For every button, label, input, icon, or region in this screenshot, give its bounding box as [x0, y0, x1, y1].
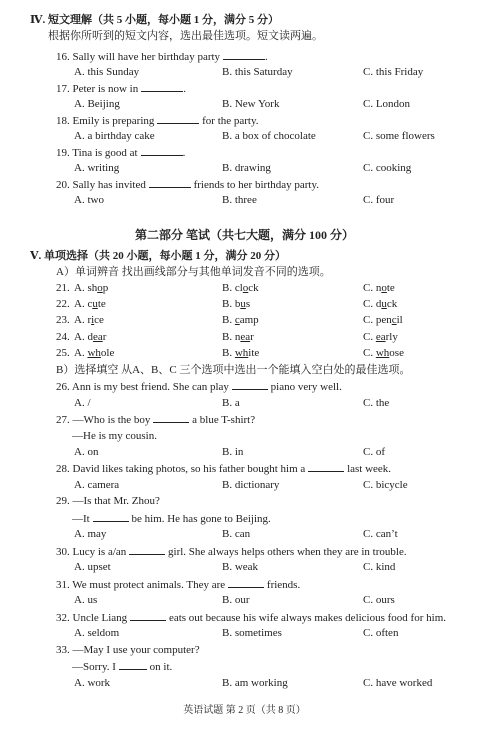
answer-option: [363, 281, 395, 295]
answer-option: B. dictionary: [222, 479, 280, 491]
question-stem-tail: be him. He has gone to Beijing.: [128, 513, 271, 525]
question-number: 22.: [56, 298, 70, 310]
answer-option: B. a: [222, 397, 240, 409]
question-item: [56, 412, 255, 427]
word-part: ite: [248, 347, 260, 359]
question-stem-tail: a blue T-shirt?: [189, 414, 256, 426]
answer-option: [222, 346, 259, 360]
word-part: C.: [363, 331, 376, 343]
underlined-letters: o: [97, 282, 103, 294]
answer-blank[interactable]: [228, 577, 264, 588]
underlined-letters: o: [242, 282, 249, 294]
word-part: B. b: [222, 298, 241, 310]
word-part: p: [102, 282, 109, 294]
answer-option: [74, 281, 108, 295]
question-stem-tail: friends to her birthday party.: [190, 179, 320, 191]
question-stem: 17. Peter is now in: [56, 83, 139, 95]
underlined-letters: u: [381, 298, 387, 310]
answer-option: [363, 313, 403, 327]
word-part: A. d: [74, 331, 93, 343]
question-item: [56, 544, 407, 559]
answer-option: C. this Friday: [363, 66, 424, 78]
answer-option: B. drawing: [222, 162, 271, 174]
word-part: ck: [248, 282, 259, 294]
answer-option: A. upset: [74, 561, 111, 573]
answer-option: B. in: [222, 446, 244, 458]
question-stem: 20. Sally has invited: [56, 179, 146, 191]
answer-option: B. three: [222, 194, 257, 206]
question-stem: 27. —Who is the boy: [56, 414, 151, 426]
question-item: [56, 177, 319, 192]
answer-blank[interactable]: [130, 610, 166, 621]
answer-option: [74, 346, 114, 360]
question-stem-tail: last week.: [344, 463, 392, 475]
section-5-title: Ⅴ. 单项选择（共 20 小题，每小题 1 分，满分 20 分）: [30, 250, 287, 262]
answer-option: B. a box of chocolate: [222, 130, 316, 142]
underlined-letters: wh: [234, 347, 249, 359]
question-number: 25.: [56, 347, 70, 359]
question-item: [56, 610, 446, 625]
answer-option: [222, 281, 259, 295]
question-item: [56, 49, 268, 64]
answer-option: B. weak: [222, 561, 259, 573]
underlined-letters: ea: [92, 331, 103, 343]
question-item: [72, 659, 172, 674]
answer-blank[interactable]: [141, 81, 183, 92]
answer-option: C. the: [363, 397, 390, 409]
section-5-sub-b: B）选择填空 从A、B、C 三个选项中选出一个能填入空白处的最佳选项。: [56, 364, 411, 376]
answer-option: [74, 330, 106, 344]
answer-option: C. kind: [363, 561, 396, 573]
answer-option: C. ours: [363, 594, 395, 606]
question-stem: 31. We must protect animals. They are: [56, 579, 226, 591]
word-part: ce: [94, 314, 104, 326]
question-stem-tail: .: [183, 83, 186, 95]
question-stem: —It: [72, 513, 90, 525]
answer-option: C. have worked: [363, 677, 433, 689]
answer-option: A. /: [74, 397, 91, 409]
answer-blank[interactable]: [129, 544, 165, 555]
word-part: te: [386, 282, 395, 294]
answer-option: C. often: [363, 627, 399, 639]
word-part: r: [102, 331, 107, 343]
question-stem: 19. Tina is good at: [56, 147, 138, 159]
section-5-sub-a: A）单词辨音 找出画线部分与其他单词发音不同的选项。: [56, 266, 331, 278]
answer-option: [363, 297, 397, 311]
question-stem-tail: eats out because his wife always makes delicious food for him.: [166, 612, 446, 624]
word-part: B. n: [222, 331, 241, 343]
answer-option: A. camera: [74, 479, 120, 491]
question-stem-tail: friends.: [264, 579, 301, 591]
word-part: A. r: [74, 314, 92, 326]
question-stem: 32. Uncle Liang: [56, 612, 128, 624]
page-footer: 英语试题 第 2 页（共 8 页）: [183, 705, 306, 716]
answer-option: [363, 330, 398, 344]
word-part: C. pen: [363, 314, 392, 326]
word-part: ole: [100, 347, 115, 359]
answer-option: [222, 313, 259, 327]
answer-option: C. can’t: [363, 528, 398, 540]
question-item: [56, 577, 300, 592]
underlined-letters: o: [381, 282, 387, 294]
dialogue-line: 33. —May I use your computer?: [56, 644, 200, 656]
answer-option: A. this Sunday: [74, 66, 140, 78]
question-number: 23.: [56, 314, 70, 326]
answer-option: C. some flowers: [363, 130, 435, 142]
question-stem: 28. David likes taking photos, so his father bought him a: [56, 463, 306, 475]
question-item: [56, 379, 342, 394]
answer-option: [222, 330, 254, 344]
answer-blank[interactable]: [232, 379, 268, 390]
question-item: [56, 461, 391, 476]
answer-option: A. us: [74, 594, 98, 606]
word-part: amp: [239, 314, 259, 326]
answer-option: A. Beijing: [74, 98, 120, 110]
word-part: C.: [363, 347, 376, 359]
underlined-letters: u: [92, 298, 98, 310]
dialogue-line: 29. —Is that Mr. Zhou?: [56, 495, 160, 507]
answer-option: B. this Saturday: [222, 66, 293, 78]
answer-blank[interactable]: [93, 511, 129, 522]
answer-option: A. two: [74, 194, 104, 206]
answer-option: [363, 346, 404, 360]
word-part: A. c: [74, 298, 93, 310]
answer-option: C. bicycle: [363, 479, 408, 491]
question-stem-tail: girl. She always helps others when they are in trouble.: [165, 546, 407, 558]
answer-blank[interactable]: [119, 659, 147, 670]
question-item: [72, 511, 271, 526]
answer-blank[interactable]: [308, 461, 344, 472]
question-item: [56, 81, 186, 96]
underlined-letters: c: [391, 314, 397, 326]
answer-option: [74, 313, 104, 327]
question-number: 21.: [56, 282, 70, 294]
word-part: te: [97, 298, 106, 310]
answer-option: A. writing: [74, 162, 120, 174]
answer-option: B. can: [222, 528, 251, 540]
answer-blank[interactable]: [153, 412, 189, 423]
answer-option: C. London: [363, 98, 411, 110]
question-stem: 30. Lucy is a/an: [56, 546, 127, 558]
answer-option: C. cooking: [363, 162, 412, 174]
question-stem: 18. Emily is preparing: [56, 115, 155, 127]
underlined-letters: wh: [87, 347, 101, 359]
answer-option: A. on: [74, 446, 99, 458]
underlined-letters: c: [234, 314, 240, 326]
answer-option: B. our: [222, 594, 250, 606]
answer-option: C. of: [363, 446, 385, 458]
answer-option: B. New York: [222, 98, 280, 110]
section-4-title: Ⅳ. 短文理解（共 5 小题，每小题 1 分，满分 5 分）: [30, 14, 279, 26]
word-part: C. n: [363, 282, 382, 294]
word-part: A. sh: [74, 282, 98, 294]
answer-option: A. seldom: [74, 627, 120, 639]
answer-option: A. may: [74, 528, 107, 540]
question-stem-tail: for the party.: [199, 115, 259, 127]
question-number: 24.: [56, 331, 70, 343]
word-part: s: [245, 298, 251, 310]
question-stem-tail: piano very well.: [267, 381, 342, 393]
answer-option: B. sometimes: [222, 627, 282, 639]
question-stem: 16. Sally will have her birthday party: [56, 51, 221, 63]
word-part: C. d: [363, 298, 382, 310]
underlined-letters: ea: [240, 331, 251, 343]
answer-option: A. a birthday cake: [74, 130, 155, 142]
word-part: B.: [222, 347, 235, 359]
word-part: B.: [222, 314, 235, 326]
question-stem: 26. Ann is my best friend. She can play: [56, 381, 229, 393]
word-part: r: [250, 331, 254, 343]
question-stem-tail: .: [265, 51, 268, 63]
underlined-letters: wh: [375, 347, 390, 359]
question-stem: —Sorry. I: [72, 661, 116, 673]
word-part: ck: [386, 298, 398, 310]
answer-option: [222, 297, 250, 311]
answer-option: B. am working: [222, 677, 288, 689]
underlined-letters: u: [240, 298, 246, 310]
word-part: A.: [74, 347, 88, 359]
word-part: il: [396, 314, 403, 326]
dialogue-line: —He is my cousin.: [72, 430, 157, 442]
word-part: ose: [389, 347, 404, 359]
part-2-title: 第二部分 笔试（共七大题，满分 100 分）: [134, 228, 354, 242]
word-part: rly: [385, 331, 398, 343]
section-4-instruction: 根据你所听到的短文内容，选出最佳选项。短文读两遍。: [48, 30, 323, 42]
question-stem-tail: .: [182, 147, 186, 159]
underlined-letters: i: [91, 314, 95, 326]
answer-blank[interactable]: [141, 145, 183, 156]
answer-blank[interactable]: [149, 177, 191, 188]
word-part: B. cl: [222, 282, 243, 294]
answer-option: C. four: [363, 194, 395, 206]
answer-option: [74, 297, 106, 311]
underlined-letters: ea: [375, 331, 386, 343]
question-item: [56, 113, 259, 128]
question-stem-tail: on it.: [146, 661, 173, 673]
answer-blank[interactable]: [223, 49, 265, 60]
answer-blank[interactable]: [157, 113, 199, 124]
question-item: [56, 145, 185, 160]
answer-option: A. work: [74, 677, 111, 689]
